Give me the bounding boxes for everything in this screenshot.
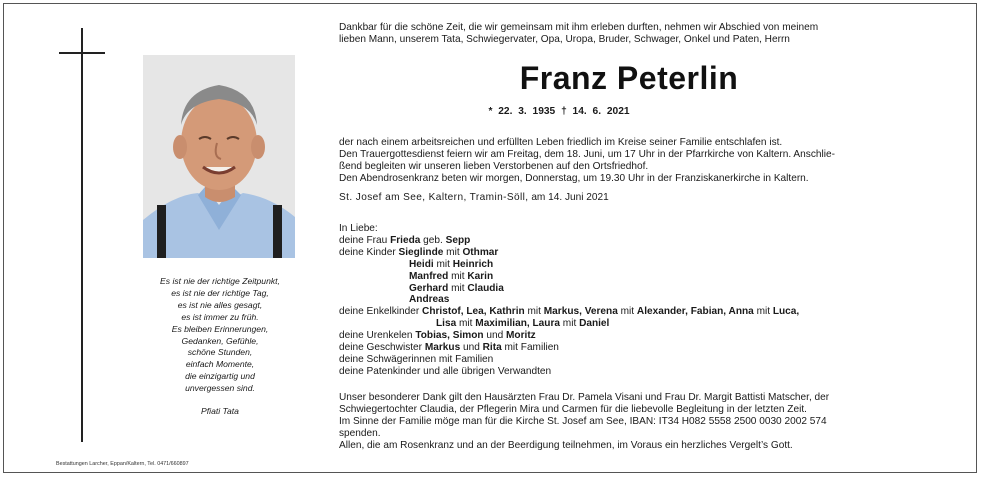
- family-child: Andreas: [409, 294, 450, 306]
- family-sisters-in-law: deine Schwägerinnen mit Familien: [339, 353, 494, 365]
- announcement: [339, 137, 959, 185]
- deceased-name: Franz Peterlin: [519, 60, 739, 96]
- death-date: † 14. 6. 2021: [561, 106, 630, 117]
- poem-line: es ist nie alles gesagt,: [177, 299, 263, 310]
- poem-line: es ist immer zu früh.: [181, 311, 259, 322]
- family-siblings: deine Geschwister Markus und Rita mit Familien: [339, 342, 559, 354]
- family-grandchildren: deine Enkelkinder Christof, Lea, Kathrin mit Markus, Verena mit Alexander, Fabian, Anna mit Luca,: [339, 306, 800, 318]
- notice-date: am 14. Juni 2021: [528, 192, 609, 203]
- memorial-poem: [120, 276, 320, 418]
- life-dates: [339, 106, 779, 117]
- poem-line: einfach Momente,: [185, 359, 255, 370]
- family-list: [339, 223, 959, 378]
- thanks-text: [339, 392, 959, 452]
- family-child: Heidi mit Heinrich: [409, 258, 494, 270]
- announcement-line: Den Trauergottesdienst feiern wir am Freitag, dem 18. Juni, um 17 Uhr in der Pfarrkirche von Kaltern. Anschlie-: [339, 148, 835, 160]
- family-great-grandchildren: deine Urenkelen Tobias, Simon und Moritz: [339, 330, 536, 342]
- family-wife: deine Frau Frieda geb. Sepp: [339, 234, 471, 246]
- thanks-line: Unser besonderer Dank gilt den Hausärzten Frau Dr. Pamela Visani und Frau Dr. Margit Battisti Matscher, der: [339, 392, 830, 403]
- place-and-date: [339, 192, 959, 204]
- portrait-photo: [143, 55, 295, 258]
- intro-line: lieben Mann, unserem Tata, Schwiegervater, Opa, Uropa, Bruder, Schwager, Onkel und Paten, Herrn: [339, 33, 790, 45]
- family-children: deine Kinder Sieglinde mit Othmar: [339, 246, 499, 258]
- thanks-line: Allen, die am Rosenkranz und an der Beerdigung teilnehmen, im Voraus ein herzliches Vergelt’s Gott.: [339, 439, 793, 451]
- family-godchildren: deine Patenkinder und alle übrigen Verwandten: [339, 365, 552, 377]
- poem-signoff: Pfiati Tata: [201, 406, 239, 417]
- intro-text: [339, 22, 939, 46]
- poem-line: die einzigartig und: [185, 371, 255, 382]
- intro-line: Dankbar für die schöne Zeit, die wir gemeinsam mit ihm erleben durften, nehmen wir Abschied von meinem: [339, 22, 819, 33]
- thanks-line: Schwiegertochter Claudia, der Pflegerin Mira und Carmen für die liebevolle Begleitung in der letzten Zeit.: [339, 403, 807, 415]
- poem-line: Es bleiben Erinnerungen,: [171, 323, 269, 334]
- announcement-line: ßend begleiten wir unseren lieben Verstorbenen auf den Ortsfriedhof.: [339, 160, 649, 172]
- family-heading: In Liebe:: [339, 223, 378, 234]
- birth-date: * 22. 3. 1935: [488, 106, 556, 117]
- place: St. Josef am See, Kaltern, Tramin-Söll,: [339, 192, 529, 203]
- family-child: Manfred mit Karin: [409, 270, 494, 282]
- family-child: Gerhard mit Claudia: [409, 282, 504, 294]
- announcement-line: der nach einem arbeitsreichen und erfüllten Leben friedlich im Kreise seiner Familie entschlafen ist.: [339, 137, 783, 148]
- cross-symbol: [81, 28, 83, 442]
- thanks-line: Im Sinne der Familie möge man für die Kirche St. Josef am See, IBAN: IT34 H082 5558 2500 0030 2002 574: [339, 415, 827, 427]
- poem-line: Gedanken, Gefühle,: [181, 335, 259, 346]
- cross-symbol-bar: [59, 52, 105, 54]
- poem-line: Es ist nie der richtige Zeitpunkt,: [160, 276, 280, 286]
- poem-line: schöne Stunden,: [187, 347, 253, 358]
- poem-line: es ist nie der richtige Tag,: [171, 287, 269, 298]
- poem-line: unvergessen sind.: [185, 383, 255, 394]
- thanks-line: spenden.: [339, 427, 381, 439]
- announcement-line: Den Abendrosenkranz beten wir morgen, Donnerstag, um 19.30 Uhr in der Franziskanerkirche in Kaltern.: [339, 172, 809, 184]
- family-grandchildren-cont: Lisa mit Maximilian, Laura mit Daniel: [436, 318, 610, 330]
- funeral-home-credit: Bestattungen Larcher, Eppan/Kaltern, Tel. 0471/660897: [56, 461, 189, 467]
